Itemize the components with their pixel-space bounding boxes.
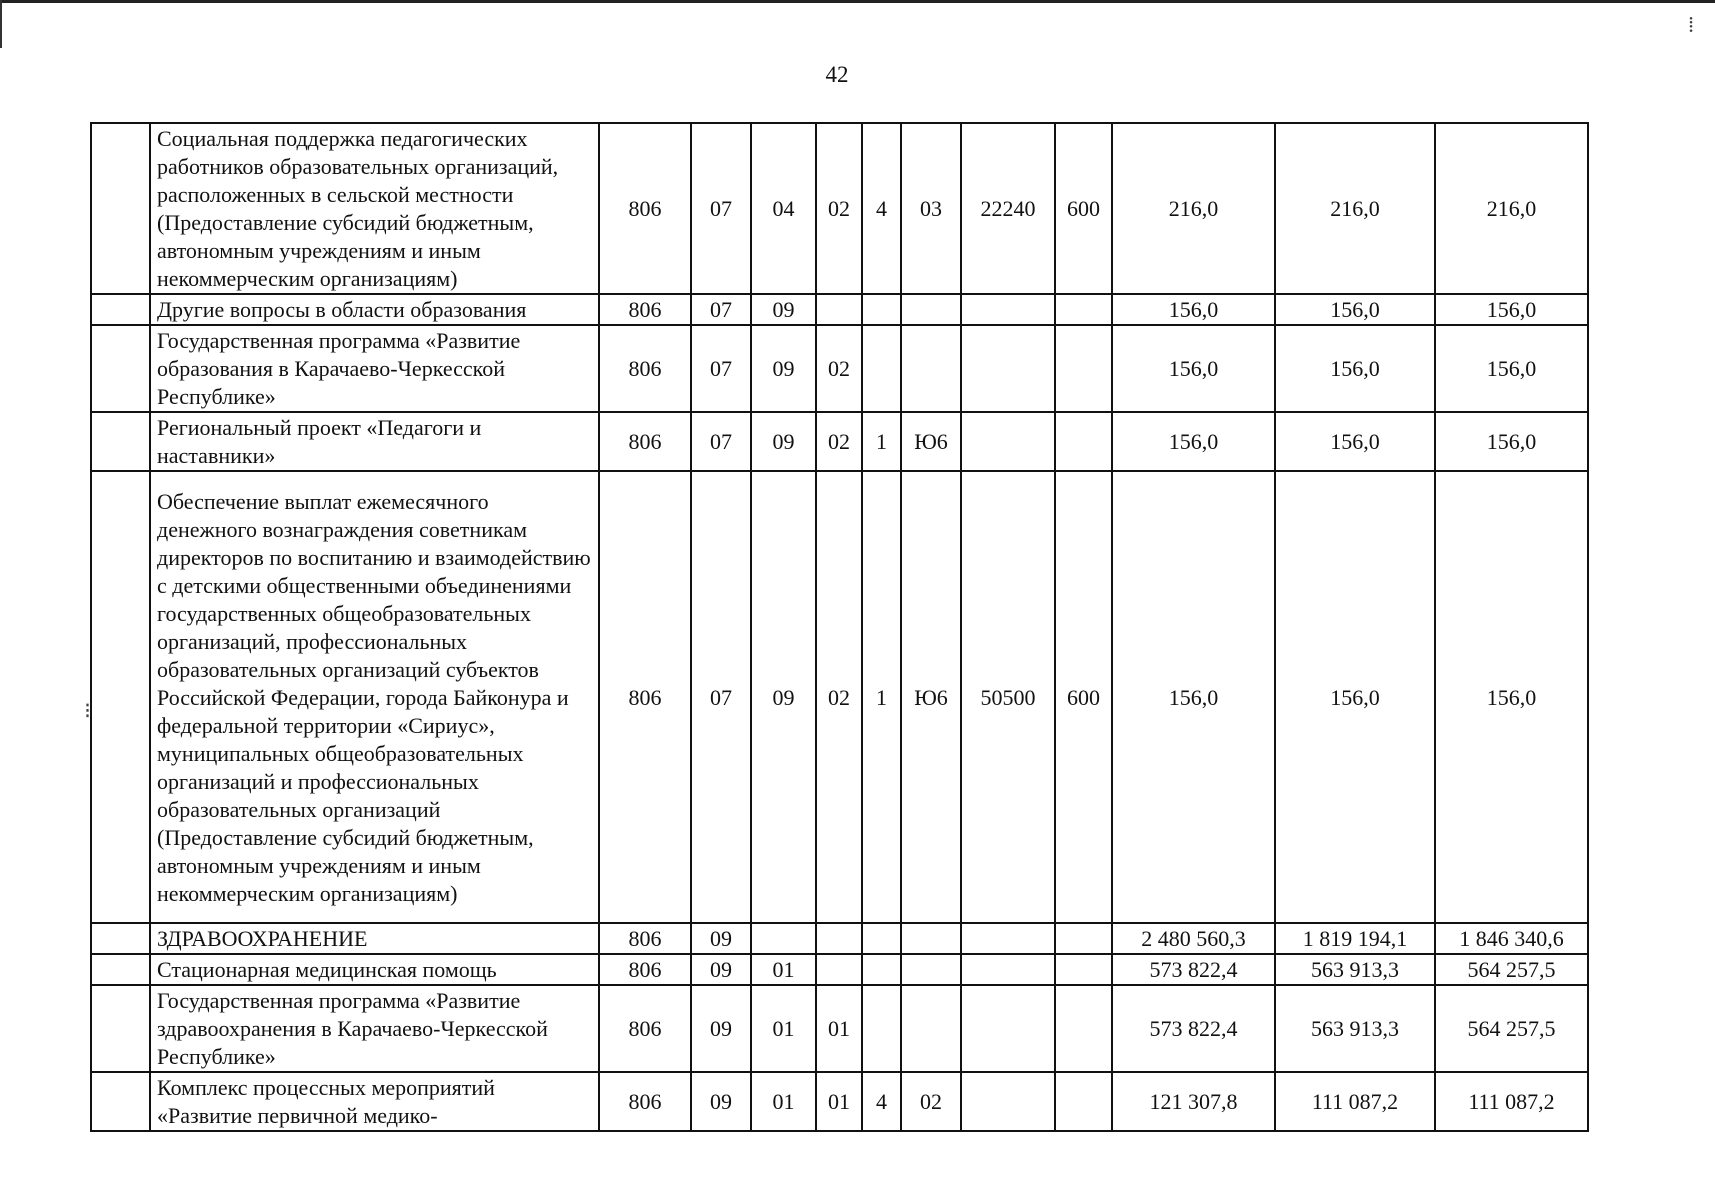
activity-code-cell: 03 [901,123,961,294]
ved-code-cell: 806 [599,985,691,1072]
scan-artifact-mark: ⁝ [84,698,91,723]
expense-type-cell: 600 [1055,123,1112,294]
subsection-code-cell: 01 [751,1072,816,1131]
row-number-cell [91,294,150,325]
amount-year3-cell: 111 087,2 [1435,1072,1588,1131]
table-row [91,294,1588,325]
expense-direction-cell [961,412,1055,471]
program-code-cell [816,923,862,954]
row-number-cell [91,412,150,471]
ved-code-cell: 806 [599,954,691,985]
section-code-cell: 07 [691,294,751,325]
page-top-border [0,0,1715,3]
amount-year3-cell: 564 257,5 [1435,954,1588,985]
subprogram-code-cell: 4 [862,123,901,294]
subsection-code-cell: 01 [751,985,816,1072]
subprogram-code-cell [862,985,901,1072]
page-number: 42 [825,62,849,87]
table-row [91,1072,1588,1131]
amount-year2-cell: 563 913,3 [1275,985,1435,1072]
section-code-cell: 09 [691,985,751,1072]
expense-direction-cell [961,954,1055,985]
ved-code-cell: 806 [599,923,691,954]
row-name-cell: Государственная программа «Развитие здравоохранения в Карачаево-Черкесской Республике» [150,985,599,1072]
row-name-cell: Другие вопросы в области образования [150,294,599,325]
amount-year2-cell: 156,0 [1275,412,1435,471]
row-name-cell: Региональный проект «Педагоги и наставники» [150,412,599,471]
expense-type-cell [1055,1072,1112,1131]
amount-year1-cell: 156,0 [1112,471,1275,923]
subsection-code-cell: 09 [751,294,816,325]
activity-code-cell [901,325,961,412]
program-code-cell [816,294,862,325]
expense-direction-cell [961,923,1055,954]
amount-year1-cell: 2 480 560,3 [1112,923,1275,954]
table-row [91,123,1588,294]
subsection-code-cell: 09 [751,471,816,923]
section-code-cell: 07 [691,412,751,471]
amount-year1-cell: 156,0 [1112,325,1275,412]
ved-code-cell: 806 [599,325,691,412]
subprogram-code-cell: 1 [862,471,901,923]
program-code-cell [816,954,862,985]
row-number-cell [91,123,150,294]
amount-year3-cell: 156,0 [1435,471,1588,923]
section-code-cell: 07 [691,471,751,923]
amount-year2-cell: 1 819 194,1 [1275,923,1435,954]
budget-table [90,122,1589,1132]
expense-type-cell [1055,294,1112,325]
section-code-cell: 09 [691,954,751,985]
page-left-border [0,0,2,48]
expense-direction-cell: 50500 [961,471,1055,923]
activity-code-cell: Ю6 [901,471,961,923]
amount-year2-cell: 111 087,2 [1275,1072,1435,1131]
expense-direction-cell: 22240 [961,123,1055,294]
section-code-cell: 07 [691,325,751,412]
row-name-cell: Стационарная медицинская помощь [150,954,599,985]
table-row [91,325,1588,412]
row-name-cell: Социальная поддержка педагогических работников образовательных организаций, расположенных в сельской местности (Предоставление субсидий бюджетным, автономным учреждениям и иным некоммерческим организациям) [150,123,599,294]
ved-code-cell: 806 [599,294,691,325]
table-row [91,412,1588,471]
subprogram-code-cell [862,294,901,325]
row-name-cell: Обеспечение выплат ежемесячного денежного вознаграждения советникам директоров по воспитанию и взаимодействию с детскими общественными объединениями государственных общеобразовательных организаций, профессиональных образовательных организаций субъектов Российской Федерации, города Байконура и федеральной территории «Сириус», муниципальных общеобразовательных организаций и профессиональных образовательных организаций (Предоставление субсидий бюджетным, автономным учреждениям и иным некоммерческим организациям) [150,471,599,923]
program-code-cell: 01 [816,985,862,1072]
subprogram-code-cell [862,954,901,985]
subsection-code-cell: 09 [751,412,816,471]
amount-year3-cell: 156,0 [1435,325,1588,412]
activity-code-cell: Ю6 [901,412,961,471]
activity-code-cell: 02 [901,1072,961,1131]
subsection-code-cell [751,923,816,954]
table-row [91,471,1588,923]
ved-code-cell: 806 [599,471,691,923]
activity-code-cell [901,954,961,985]
amount-year2-cell: 156,0 [1275,471,1435,923]
program-code-cell: 02 [816,412,862,471]
row-number-cell [91,923,150,954]
subsection-code-cell: 01 [751,954,816,985]
table-row [91,985,1588,1072]
section-code-cell: 09 [691,1072,751,1131]
row-name-cell: ЗДРАВООХРАНЕНИЕ [150,923,599,954]
row-number-cell [91,954,150,985]
amount-year1-cell: 573 822,4 [1112,985,1275,1072]
expense-direction-cell [961,985,1055,1072]
subprogram-code-cell: 1 [862,412,901,471]
expense-type-cell [1055,985,1112,1072]
row-number-cell [91,471,150,923]
expense-direction-cell [961,1072,1055,1131]
expense-type-cell: 600 [1055,471,1112,923]
subprogram-code-cell: 4 [862,1072,901,1131]
amount-year3-cell: 156,0 [1435,294,1588,325]
expense-type-cell [1055,923,1112,954]
section-code-cell: 09 [691,923,751,954]
program-code-cell: 02 [816,325,862,412]
amount-year1-cell: 216,0 [1112,123,1275,294]
expense-direction-cell [961,294,1055,325]
amount-year2-cell: 156,0 [1275,294,1435,325]
activity-code-cell [901,294,961,325]
amount-year3-cell: 1 846 340,6 [1435,923,1588,954]
activity-code-cell [901,985,961,1072]
row-number-cell [91,1072,150,1131]
scan-artifact-mark: ⁞ [1688,12,1695,37]
table-row [91,923,1588,954]
expense-type-cell [1055,412,1112,471]
expense-type-cell [1055,325,1112,412]
amount-year1-cell: 573 822,4 [1112,954,1275,985]
amount-year1-cell: 156,0 [1112,294,1275,325]
row-number-cell [91,985,150,1072]
amount-year2-cell: 563 913,3 [1275,954,1435,985]
ved-code-cell: 806 [599,1072,691,1131]
row-name-cell: Комплекс процессных мероприятий «Развитие первичной медико- [150,1072,599,1131]
row-number-cell [91,325,150,412]
program-code-cell: 01 [816,1072,862,1131]
subprogram-code-cell [862,325,901,412]
expense-type-cell [1055,954,1112,985]
table-row [91,954,1588,985]
program-code-cell: 02 [816,471,862,923]
amount-year2-cell: 156,0 [1275,325,1435,412]
section-code-cell: 07 [691,123,751,294]
activity-code-cell [901,923,961,954]
expense-direction-cell [961,325,1055,412]
program-code-cell: 02 [816,123,862,294]
amount-year1-cell: 121 307,8 [1112,1072,1275,1131]
subsection-code-cell: 09 [751,325,816,412]
amount-year3-cell: 156,0 [1435,412,1588,471]
amount-year3-cell: 216,0 [1435,123,1588,294]
subsection-code-cell: 04 [751,123,816,294]
amount-year1-cell: 156,0 [1112,412,1275,471]
amount-year3-cell: 564 257,5 [1435,985,1588,1072]
subprogram-code-cell [862,923,901,954]
row-name-cell: Государственная программа «Развитие образования в Карачаево-Черкесской Республике» [150,325,599,412]
amount-year2-cell: 216,0 [1275,123,1435,294]
ved-code-cell: 806 [599,123,691,294]
ved-code-cell: 806 [599,412,691,471]
